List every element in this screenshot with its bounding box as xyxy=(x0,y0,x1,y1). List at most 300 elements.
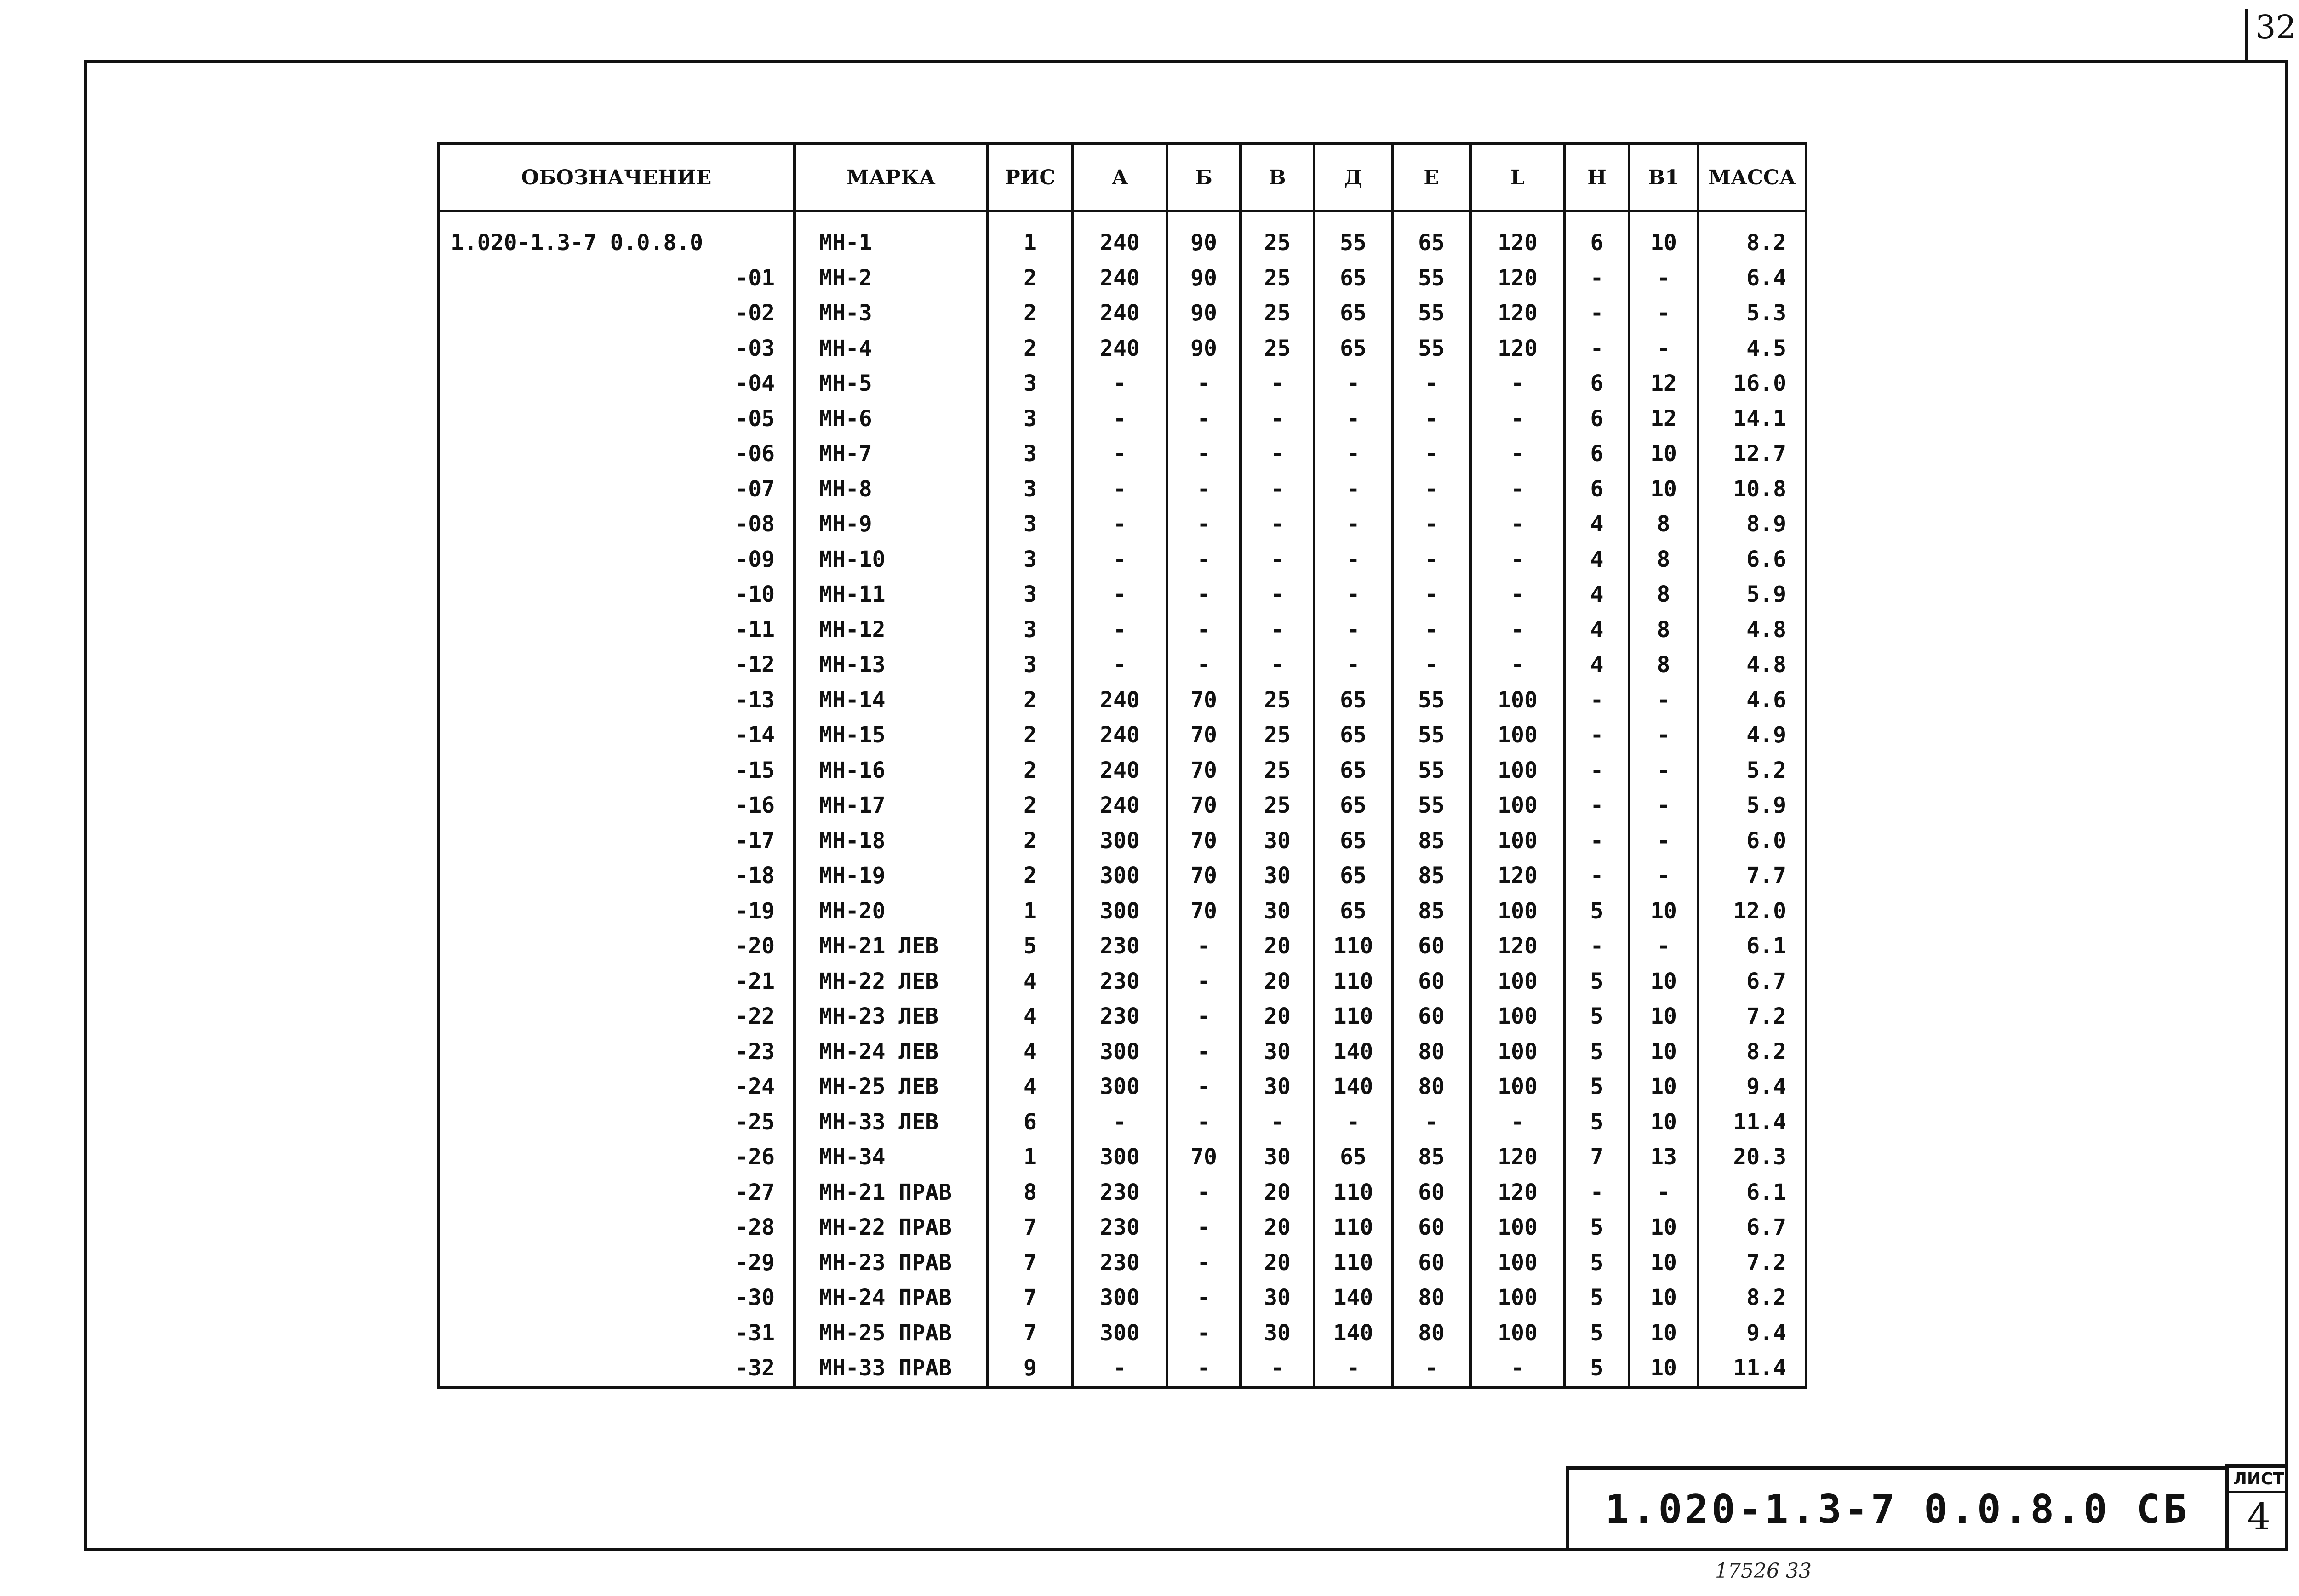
cell-d: 65 xyxy=(1314,296,1392,331)
cell-mark: МН-22 ЛЕВ xyxy=(795,964,988,999)
header-v: В xyxy=(1241,144,1314,211)
cell-mark: МН-11 xyxy=(795,577,988,612)
cell-a: 300 xyxy=(1073,858,1167,894)
cell-d: - xyxy=(1314,401,1392,437)
cell-a: 240 xyxy=(1073,296,1167,331)
cell-l: 100 xyxy=(1470,1210,1565,1245)
cell-e: 80 xyxy=(1392,1034,1470,1070)
header-h: Н xyxy=(1565,144,1629,211)
cell-l: 120 xyxy=(1470,929,1565,964)
cell-mark: МН-34 xyxy=(795,1140,988,1175)
cell-a: 240 xyxy=(1073,788,1167,823)
cell-l: - xyxy=(1470,612,1565,648)
cell-b: - xyxy=(1167,964,1241,999)
cell-mark: МН-2 xyxy=(795,261,988,296)
cell-figure: 3 xyxy=(988,436,1073,472)
cell-a: 300 xyxy=(1073,1280,1167,1316)
cell-designation: -16 xyxy=(438,788,795,823)
table-row xyxy=(438,788,1806,823)
cell-mass: 7.2 xyxy=(1698,1245,1806,1281)
cell-b: 70 xyxy=(1167,718,1241,753)
table-row xyxy=(438,1175,1806,1210)
cell-b: - xyxy=(1167,1034,1241,1070)
cell-e: 55 xyxy=(1392,753,1470,788)
cell-h: 6 xyxy=(1565,401,1629,437)
cell-mass: 9.4 xyxy=(1698,1316,1806,1351)
cell-b1: 13 xyxy=(1629,1140,1698,1175)
cell-b: - xyxy=(1167,612,1241,648)
cell-e: - xyxy=(1392,577,1470,612)
table-row xyxy=(438,1034,1806,1070)
cell-v: 30 xyxy=(1241,1140,1314,1175)
header-mass: МАССА xyxy=(1698,144,1806,211)
cell-b1: - xyxy=(1629,331,1698,366)
cell-v: - xyxy=(1241,577,1314,612)
cell-designation: -07 xyxy=(438,472,795,507)
cell-a: - xyxy=(1073,366,1167,401)
cell-mass: 8.9 xyxy=(1698,507,1806,542)
cell-d: - xyxy=(1314,577,1392,612)
cell-b: - xyxy=(1167,1105,1241,1140)
cell-b: - xyxy=(1167,1280,1241,1316)
cell-mass: 12.7 xyxy=(1698,436,1806,472)
cell-b: - xyxy=(1167,929,1241,964)
cell-b: - xyxy=(1167,1245,1241,1281)
cell-b: 90 xyxy=(1167,331,1241,366)
cell-l: 100 xyxy=(1470,718,1565,753)
cell-figure: 2 xyxy=(988,718,1073,753)
cell-b: - xyxy=(1167,999,1241,1034)
cell-b: 90 xyxy=(1167,261,1241,296)
cell-figure: 7 xyxy=(988,1280,1073,1316)
cell-designation: -05 xyxy=(438,401,795,437)
cell-mass: 5.2 xyxy=(1698,753,1806,788)
header-d: Д xyxy=(1314,144,1392,211)
cell-b1: - xyxy=(1629,929,1698,964)
cell-d: 65 xyxy=(1314,823,1392,859)
cell-b1: - xyxy=(1629,753,1698,788)
cell-designation: -32 xyxy=(438,1351,795,1387)
cell-l: 100 xyxy=(1470,1280,1565,1316)
cell-b: - xyxy=(1167,1351,1241,1387)
cell-l: - xyxy=(1470,472,1565,507)
cell-a: - xyxy=(1073,401,1167,437)
cell-figure: 3 xyxy=(988,577,1073,612)
header-b1: В1 xyxy=(1629,144,1698,211)
cell-l: 100 xyxy=(1470,1034,1565,1070)
cell-e: 55 xyxy=(1392,718,1470,753)
table-body xyxy=(438,211,1806,1387)
cell-v: - xyxy=(1241,401,1314,437)
cell-e: 55 xyxy=(1392,261,1470,296)
cell-v: 25 xyxy=(1241,788,1314,823)
cell-v: 20 xyxy=(1241,964,1314,999)
cell-mass: 6.0 xyxy=(1698,823,1806,859)
cell-b1: 10 xyxy=(1629,1210,1698,1245)
cell-v: 25 xyxy=(1241,296,1314,331)
cell-l: 100 xyxy=(1470,788,1565,823)
table-row xyxy=(438,753,1806,788)
cell-figure: 3 xyxy=(988,366,1073,401)
cell-mass: 7.2 xyxy=(1698,999,1806,1034)
cell-mass: 16.0 xyxy=(1698,366,1806,401)
table-row xyxy=(438,1351,1806,1387)
cell-l: 120 xyxy=(1470,1140,1565,1175)
cell-b1: 10 xyxy=(1629,436,1698,472)
cell-d: 65 xyxy=(1314,261,1392,296)
cell-d: 140 xyxy=(1314,1034,1392,1070)
cell-figure: 3 xyxy=(988,507,1073,542)
cell-d: 110 xyxy=(1314,929,1392,964)
cell-d: 65 xyxy=(1314,788,1392,823)
cell-designation: -21 xyxy=(438,964,795,999)
cell-designation: -22 xyxy=(438,999,795,1034)
cell-h: 5 xyxy=(1565,1280,1629,1316)
cell-b1: 10 xyxy=(1629,1069,1698,1105)
cell-figure: 1 xyxy=(988,211,1073,261)
cell-mass: 6.1 xyxy=(1698,929,1806,964)
cell-b1: 8 xyxy=(1629,577,1698,612)
cell-l: - xyxy=(1470,401,1565,437)
cell-b: 70 xyxy=(1167,894,1241,929)
cell-v: 25 xyxy=(1241,261,1314,296)
table-row xyxy=(438,718,1806,753)
cell-h: 7 xyxy=(1565,1140,1629,1175)
cell-d: - xyxy=(1314,1105,1392,1140)
cell-mark: МН-10 xyxy=(795,542,988,577)
cell-figure: 7 xyxy=(988,1316,1073,1351)
cell-figure: 7 xyxy=(988,1210,1073,1245)
cell-d: 140 xyxy=(1314,1280,1392,1316)
cell-b1: - xyxy=(1629,1175,1698,1210)
cell-d: - xyxy=(1314,472,1392,507)
cell-b1: 10 xyxy=(1629,999,1698,1034)
cell-e: - xyxy=(1392,436,1470,472)
cell-a: 240 xyxy=(1073,331,1167,366)
cell-mass: 12.0 xyxy=(1698,894,1806,929)
cell-e: - xyxy=(1392,472,1470,507)
cell-designation: -31 xyxy=(438,1316,795,1351)
table-row xyxy=(438,612,1806,648)
cell-designation: -20 xyxy=(438,929,795,964)
cell-mass: 20.3 xyxy=(1698,1140,1806,1175)
cell-v: - xyxy=(1241,507,1314,542)
cell-mark: МН-22 ПРАВ xyxy=(795,1210,988,1245)
cell-v: 25 xyxy=(1241,331,1314,366)
cell-figure: 2 xyxy=(988,788,1073,823)
cell-l: 120 xyxy=(1470,296,1565,331)
cell-mark: МН-9 xyxy=(795,507,988,542)
cell-h: - xyxy=(1565,331,1629,366)
table-row xyxy=(438,472,1806,507)
cell-h: 5 xyxy=(1565,1210,1629,1245)
cell-a: - xyxy=(1073,612,1167,648)
cell-b1: 8 xyxy=(1629,507,1698,542)
cell-b1: 12 xyxy=(1629,401,1698,437)
cell-a: 300 xyxy=(1073,1140,1167,1175)
cell-mass: 5.3 xyxy=(1698,296,1806,331)
cell-b1: 10 xyxy=(1629,1105,1698,1140)
cell-e: - xyxy=(1392,366,1470,401)
header-designation: ОБОЗНАЧЕНИЕ xyxy=(438,144,795,211)
cell-d: 110 xyxy=(1314,1245,1392,1281)
cell-designation: -10 xyxy=(438,577,795,612)
cell-mass: 8.2 xyxy=(1698,1280,1806,1316)
cell-h: 4 xyxy=(1565,577,1629,612)
table-row xyxy=(438,401,1806,437)
cell-a: 300 xyxy=(1073,1316,1167,1351)
table-row xyxy=(438,858,1806,894)
cell-e: 55 xyxy=(1392,296,1470,331)
cell-h: - xyxy=(1565,929,1629,964)
cell-mark: МН-1 xyxy=(795,211,988,261)
cell-b1: 10 xyxy=(1629,1316,1698,1351)
cell-figure: 2 xyxy=(988,753,1073,788)
cell-b: - xyxy=(1167,472,1241,507)
cell-mass: 4.6 xyxy=(1698,683,1806,718)
cell-b: 70 xyxy=(1167,1140,1241,1175)
cell-mark: МН-21 ЛЕВ xyxy=(795,929,988,964)
cell-designation: -30 xyxy=(438,1280,795,1316)
cell-mass: 6.1 xyxy=(1698,1175,1806,1210)
cell-d: 65 xyxy=(1314,683,1392,718)
cell-v: 30 xyxy=(1241,1034,1314,1070)
cell-e: 55 xyxy=(1392,788,1470,823)
cell-mass: 6.7 xyxy=(1698,964,1806,999)
cell-b: - xyxy=(1167,1175,1241,1210)
header-b: Б xyxy=(1167,144,1241,211)
cell-h: 5 xyxy=(1565,1351,1629,1387)
cell-a: 300 xyxy=(1073,1034,1167,1070)
cell-h: - xyxy=(1565,823,1629,859)
cell-b1: - xyxy=(1629,718,1698,753)
cell-b: 70 xyxy=(1167,858,1241,894)
cell-mark: МН-3 xyxy=(795,296,988,331)
table-row xyxy=(438,1280,1806,1316)
cell-h: 6 xyxy=(1565,472,1629,507)
cell-v: 20 xyxy=(1241,999,1314,1034)
table-row xyxy=(438,929,1806,964)
cell-designation: -01 xyxy=(438,261,795,296)
table-row xyxy=(438,823,1806,859)
cell-b1: - xyxy=(1629,823,1698,859)
cell-designation: -04 xyxy=(438,366,795,401)
cell-v: - xyxy=(1241,436,1314,472)
cell-b1: 8 xyxy=(1629,647,1698,683)
cell-b: - xyxy=(1167,1316,1241,1351)
corner-page-number: 32 xyxy=(2255,8,2297,46)
cell-mass: 11.4 xyxy=(1698,1351,1806,1387)
cell-d: - xyxy=(1314,647,1392,683)
cell-b1: 10 xyxy=(1629,472,1698,507)
cell-b: - xyxy=(1167,577,1241,612)
cell-l: 120 xyxy=(1470,858,1565,894)
specification-table xyxy=(437,142,1807,1389)
cell-h: 5 xyxy=(1565,1069,1629,1105)
cell-e: 85 xyxy=(1392,823,1470,859)
cell-b: - xyxy=(1167,1210,1241,1245)
cell-figure: 2 xyxy=(988,823,1073,859)
cell-l: 120 xyxy=(1470,331,1565,366)
cell-h: 5 xyxy=(1565,999,1629,1034)
cell-figure: 3 xyxy=(988,472,1073,507)
cell-designation: -11 xyxy=(438,612,795,648)
table-row xyxy=(438,1210,1806,1245)
cell-l: 120 xyxy=(1470,211,1565,261)
cell-designation: -02 xyxy=(438,296,795,331)
cell-figure: 2 xyxy=(988,296,1073,331)
cell-h: - xyxy=(1565,753,1629,788)
cell-d: - xyxy=(1314,612,1392,648)
cell-mark: МН-23 ЛЕВ xyxy=(795,999,988,1034)
cell-mark: МН-19 xyxy=(795,858,988,894)
table-row xyxy=(438,261,1806,296)
cell-mark: МН-17 xyxy=(795,788,988,823)
cell-l: 100 xyxy=(1470,894,1565,929)
cell-b: - xyxy=(1167,647,1241,683)
cell-e: 80 xyxy=(1392,1280,1470,1316)
cell-figure: 3 xyxy=(988,401,1073,437)
cell-b1: 10 xyxy=(1629,211,1698,261)
cell-l: 100 xyxy=(1470,753,1565,788)
cell-a: 240 xyxy=(1073,211,1167,261)
cell-v: 20 xyxy=(1241,1175,1314,1210)
sheet-number: 4 xyxy=(2247,1495,2270,1538)
table-row xyxy=(438,894,1806,929)
cell-e: 55 xyxy=(1392,683,1470,718)
cell-designation: -26 xyxy=(438,1140,795,1175)
cell-a: - xyxy=(1073,1105,1167,1140)
cell-b: - xyxy=(1167,366,1241,401)
cell-mark: МН-18 xyxy=(795,823,988,859)
cell-e: 60 xyxy=(1392,1245,1470,1281)
table-row xyxy=(438,1140,1806,1175)
cell-a: 300 xyxy=(1073,1069,1167,1105)
cell-v: - xyxy=(1241,366,1314,401)
cell-designation: -03 xyxy=(438,331,795,366)
cell-v: - xyxy=(1241,1105,1314,1140)
cell-d: 140 xyxy=(1314,1316,1392,1351)
cell-designation: -27 xyxy=(438,1175,795,1210)
cell-v: 20 xyxy=(1241,929,1314,964)
cell-h: 4 xyxy=(1565,612,1629,648)
cell-v: - xyxy=(1241,1351,1314,1387)
cell-h: - xyxy=(1565,261,1629,296)
cell-h: 6 xyxy=(1565,211,1629,261)
cell-e: - xyxy=(1392,507,1470,542)
cell-mass: 4.5 xyxy=(1698,331,1806,366)
cell-h: 4 xyxy=(1565,542,1629,577)
page-number-tick xyxy=(2245,9,2248,60)
cell-mark: МН-15 xyxy=(795,718,988,753)
cell-h: - xyxy=(1565,683,1629,718)
cell-b1: - xyxy=(1629,683,1698,718)
cell-b: 90 xyxy=(1167,296,1241,331)
cell-mass: 10.8 xyxy=(1698,472,1806,507)
table-row xyxy=(438,999,1806,1034)
cell-d: 65 xyxy=(1314,718,1392,753)
cell-d: 110 xyxy=(1314,964,1392,999)
table-row xyxy=(438,507,1806,542)
cell-designation: 1.020-1.3-7 0.0.8.0 xyxy=(438,211,795,261)
cell-e: 60 xyxy=(1392,1210,1470,1245)
cell-e: 60 xyxy=(1392,929,1470,964)
cell-l: - xyxy=(1470,542,1565,577)
cell-v: 20 xyxy=(1241,1210,1314,1245)
table-row xyxy=(438,1069,1806,1105)
cell-figure: 1 xyxy=(988,894,1073,929)
cell-a: 240 xyxy=(1073,718,1167,753)
document-code-stamp: 1.020-1.3-7 0.0.8.0 СБ xyxy=(1566,1466,2225,1549)
cell-l: - xyxy=(1470,1105,1565,1140)
cell-mass: 5.9 xyxy=(1698,788,1806,823)
cell-v: 25 xyxy=(1241,718,1314,753)
cell-h: 4 xyxy=(1565,647,1629,683)
cell-b: - xyxy=(1167,507,1241,542)
cell-designation: -12 xyxy=(438,647,795,683)
cell-e: 85 xyxy=(1392,858,1470,894)
cell-d: 110 xyxy=(1314,1175,1392,1210)
cell-figure: 2 xyxy=(988,331,1073,366)
cell-mark: МН-12 xyxy=(795,612,988,648)
cell-b: 70 xyxy=(1167,753,1241,788)
cell-b1: - xyxy=(1629,261,1698,296)
cell-figure: 1 xyxy=(988,1140,1073,1175)
cell-designation: -29 xyxy=(438,1245,795,1281)
header-mark: МАРКА xyxy=(795,144,988,211)
cell-mark: МН-6 xyxy=(795,401,988,437)
cell-e: 80 xyxy=(1392,1316,1470,1351)
cell-b: - xyxy=(1167,542,1241,577)
table-row xyxy=(438,211,1806,261)
cell-mass: 6.7 xyxy=(1698,1210,1806,1245)
cell-v: 30 xyxy=(1241,894,1314,929)
cell-d: - xyxy=(1314,436,1392,472)
cell-mark: МН-25 ПРАВ xyxy=(795,1316,988,1351)
cell-d: 140 xyxy=(1314,1069,1392,1105)
cell-v: - xyxy=(1241,472,1314,507)
table-row xyxy=(438,964,1806,999)
cell-a: 240 xyxy=(1073,683,1167,718)
cell-designation: -28 xyxy=(438,1210,795,1245)
cell-mass: 6.6 xyxy=(1698,542,1806,577)
cell-mark: МН-7 xyxy=(795,436,988,472)
cell-mark: МН-24 ЛЕВ xyxy=(795,1034,988,1070)
cell-designation: -24 xyxy=(438,1069,795,1105)
cell-mark: МН-14 xyxy=(795,683,988,718)
cell-v: 30 xyxy=(1241,858,1314,894)
cell-mass: 11.4 xyxy=(1698,1105,1806,1140)
cell-e: 55 xyxy=(1392,331,1470,366)
cell-d: 65 xyxy=(1314,894,1392,929)
cell-mark: МН-5 xyxy=(795,366,988,401)
cell-a: - xyxy=(1073,542,1167,577)
table-row xyxy=(438,1316,1806,1351)
cell-b1: - xyxy=(1629,788,1698,823)
cell-figure: 2 xyxy=(988,858,1073,894)
cell-b1: - xyxy=(1629,858,1698,894)
cell-designation: -19 xyxy=(438,894,795,929)
table-row xyxy=(438,577,1806,612)
cell-e: 60 xyxy=(1392,999,1470,1034)
cell-b: - xyxy=(1167,1069,1241,1105)
table-row xyxy=(438,296,1806,331)
cell-d: - xyxy=(1314,1351,1392,1387)
cell-b1: 10 xyxy=(1629,964,1698,999)
cell-figure: 4 xyxy=(988,964,1073,999)
table-row xyxy=(438,1245,1806,1281)
cell-mark: МН-33 ЛЕВ xyxy=(795,1105,988,1140)
